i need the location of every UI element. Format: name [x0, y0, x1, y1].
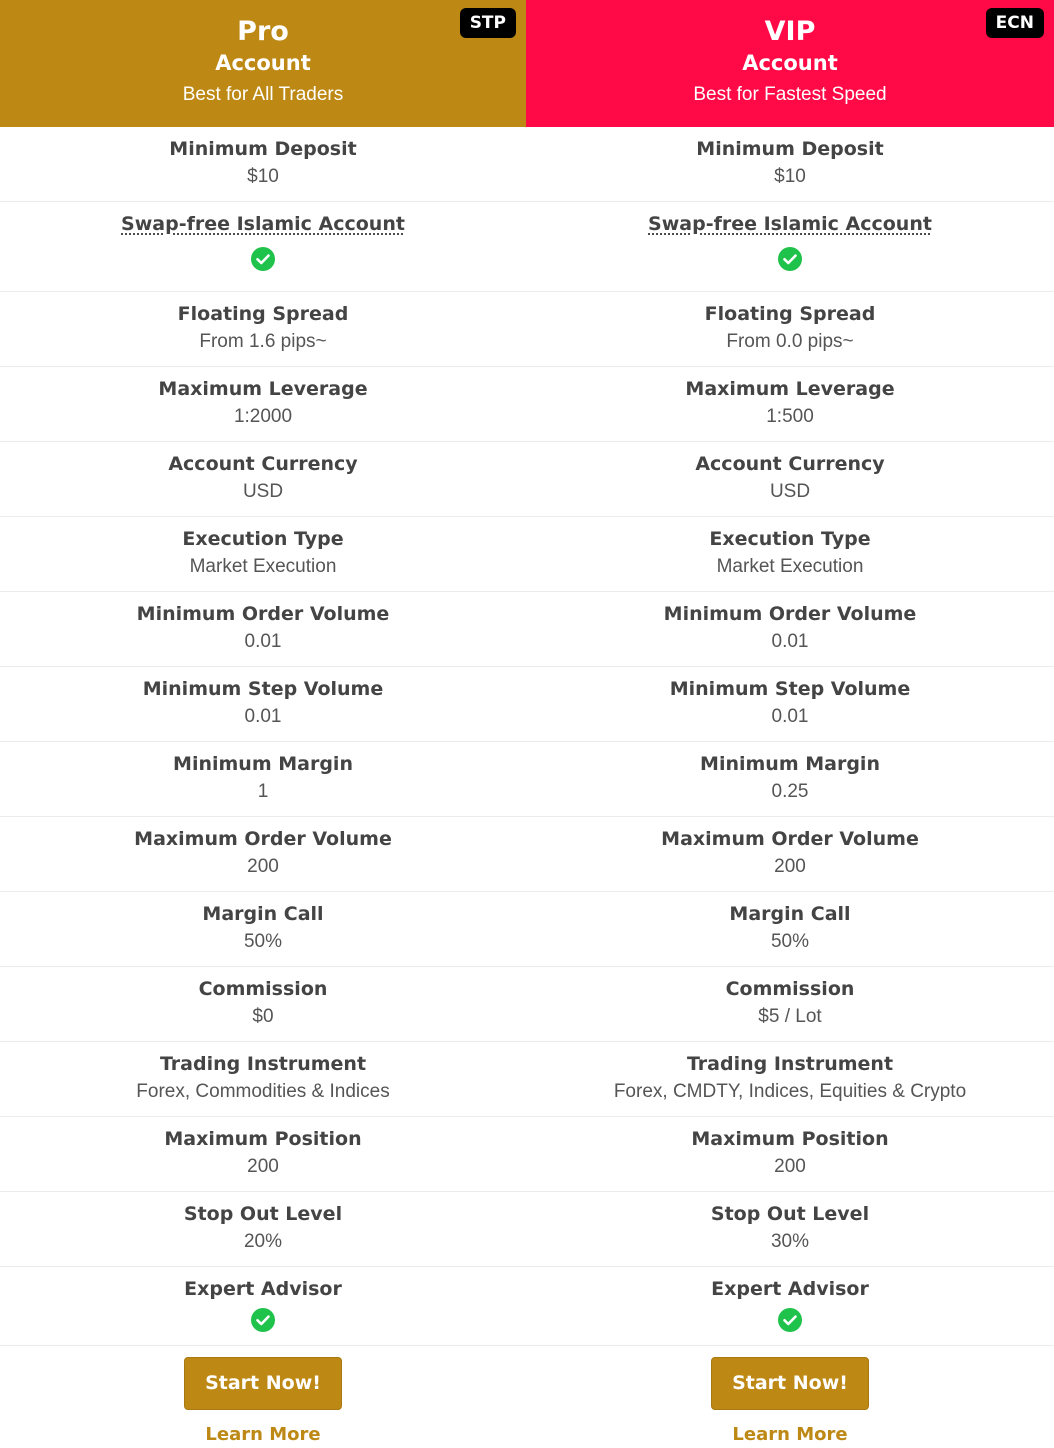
- row-label: Minimum Order Volume: [663, 603, 917, 625]
- row-execution-type: [0, 517, 526, 592]
- row-value: 200: [774, 856, 806, 877]
- row-label: Expert Advisor: [711, 1278, 869, 1300]
- row-label: Minimum Margin: [700, 753, 880, 775]
- learn-more-link[interactable]: Learn More: [205, 1424, 321, 1445]
- learn-more-link[interactable]: Learn More: [732, 1424, 848, 1445]
- row-minimum-deposit: [526, 127, 1054, 202]
- row-swap-free: [526, 202, 1054, 292]
- plan-tagline: Best for All Traders: [182, 84, 344, 105]
- plan-header-vip: [526, 0, 1054, 127]
- row-label: Account Currency: [168, 453, 358, 475]
- row-label: Maximum Order Volume: [134, 828, 392, 850]
- row-value: $5 / Lot: [758, 1006, 822, 1027]
- row-value: 200: [774, 1156, 806, 1177]
- row-label: Maximum Leverage: [158, 378, 368, 400]
- row-label: Minimum Deposit: [696, 138, 884, 160]
- start-now-button[interactable]: Start Now!: [184, 1357, 342, 1410]
- row-value: 0.25: [771, 781, 809, 802]
- row-label: Margin Call: [202, 903, 324, 925]
- row-minimum-step-volume: [0, 667, 526, 742]
- row-value: Forex, Commodities & Indices: [136, 1081, 390, 1102]
- row-label: Maximum Position: [164, 1128, 362, 1150]
- row-label: Expert Advisor: [184, 1278, 342, 1300]
- plan-subtitle: Account: [742, 51, 838, 75]
- row-value: 0.01: [771, 631, 809, 652]
- row-value: Market Execution: [716, 556, 864, 577]
- row-label: Maximum Position: [691, 1128, 889, 1150]
- plan-tagline: Best for Fastest Speed: [693, 84, 887, 105]
- row-margin-call: [0, 892, 526, 967]
- row-value: 200: [247, 1156, 279, 1177]
- plan-name: Pro: [237, 16, 289, 47]
- row-minimum-order-volume: [526, 592, 1054, 667]
- row-value: From 0.0 pips~: [726, 331, 854, 352]
- row-floating-spread: [0, 292, 526, 367]
- row-floating-spread: [526, 292, 1054, 367]
- row-label: Trading Instrument: [686, 1053, 894, 1075]
- row-value: 200: [247, 856, 279, 877]
- swap-free-tooltip-label[interactable]: Swap-free Islamic Account: [648, 213, 932, 235]
- check-circle-icon: [251, 247, 275, 271]
- plan-subtitle: Account: [215, 51, 311, 75]
- row-label: Minimum Margin: [173, 753, 353, 775]
- row-maximum-leverage: [0, 367, 526, 442]
- row-maximum-order-volume: [0, 817, 526, 892]
- row-trading-instrument: [0, 1042, 526, 1117]
- row-label: Commission: [198, 978, 328, 1000]
- swap-free-tooltip-label[interactable]: Swap-free Islamic Account: [121, 213, 405, 235]
- row-minimum-order-volume: [0, 592, 526, 667]
- row-label: Minimum Step Volume: [142, 678, 384, 700]
- start-now-button[interactable]: Start Now!: [711, 1357, 869, 1410]
- row-account-currency: [0, 442, 526, 517]
- row-label: Margin Call: [729, 903, 851, 925]
- row-label: Minimum Deposit: [169, 138, 357, 160]
- row-value: 1:500: [766, 406, 814, 427]
- row-label: Minimum Order Volume: [136, 603, 390, 625]
- row-minimum-step-volume: [526, 667, 1054, 742]
- row-minimum-deposit: [0, 127, 526, 202]
- row-swap-free: [0, 202, 526, 292]
- row-stop-out-level: [526, 1192, 1054, 1267]
- row-value: $10: [247, 166, 279, 187]
- row-commission: [526, 967, 1054, 1042]
- row-value: USD: [242, 481, 284, 502]
- row-value: $0: [252, 1006, 274, 1027]
- row-expert-advisor: [0, 1267, 526, 1346]
- row-value: From 1.6 pips~: [199, 331, 327, 352]
- row-minimum-margin: [526, 742, 1054, 817]
- row-maximum-order-volume: [526, 817, 1054, 892]
- row-value: 50%: [770, 931, 810, 952]
- plan-footer-vip: [526, 1346, 1054, 1448]
- row-label: Stop Out Level: [183, 1203, 343, 1225]
- row-value: 1:2000: [233, 406, 293, 427]
- plan-header-pro: [0, 0, 526, 127]
- row-maximum-position: [526, 1117, 1054, 1192]
- plan-badge: STP: [460, 8, 516, 38]
- plan-column-vip: [526, 0, 1054, 1448]
- row-label: Execution Type: [709, 528, 871, 550]
- row-value: 20%: [243, 1231, 283, 1252]
- row-trading-instrument: [526, 1042, 1054, 1117]
- row-minimum-margin: [0, 742, 526, 817]
- plan-column-pro: [0, 0, 526, 1448]
- row-margin-call: [526, 892, 1054, 967]
- row-value: 0.01: [244, 706, 282, 727]
- row-label: Maximum Leverage: [685, 378, 895, 400]
- row-label: Floating Spread: [704, 303, 876, 325]
- plan-footer-pro: [0, 1346, 526, 1448]
- row-execution-type: [526, 517, 1054, 592]
- row-maximum-position: [0, 1117, 526, 1192]
- check-circle-icon: [778, 247, 802, 271]
- row-value: $10: [774, 166, 806, 187]
- row-label: Floating Spread: [177, 303, 349, 325]
- row-account-currency: [526, 442, 1054, 517]
- row-label: Trading Instrument: [159, 1053, 367, 1075]
- row-expert-advisor: [526, 1267, 1054, 1346]
- row-value: Market Execution: [189, 556, 337, 577]
- row-value: 0.01: [771, 706, 809, 727]
- row-label: Minimum Step Volume: [669, 678, 911, 700]
- row-commission: [0, 967, 526, 1042]
- row-value: 1: [257, 781, 269, 802]
- row-label: Commission: [725, 978, 855, 1000]
- row-maximum-leverage: [526, 367, 1054, 442]
- row-value: USD: [769, 481, 811, 502]
- plan-badge: ECN: [986, 8, 1044, 38]
- row-label: Stop Out Level: [710, 1203, 870, 1225]
- row-stop-out-level: [0, 1192, 526, 1267]
- check-circle-icon: [778, 1308, 802, 1332]
- check-circle-icon: [251, 1308, 275, 1332]
- row-label: Account Currency: [695, 453, 885, 475]
- row-label: Maximum Order Volume: [661, 828, 919, 850]
- row-label: Execution Type: [182, 528, 344, 550]
- row-value: 50%: [243, 931, 283, 952]
- row-value: Forex, CMDTY, Indices, Equities & Crypto: [613, 1081, 967, 1102]
- row-value: 30%: [770, 1231, 810, 1252]
- plan-name: VIP: [764, 16, 816, 47]
- row-value: 0.01: [244, 631, 282, 652]
